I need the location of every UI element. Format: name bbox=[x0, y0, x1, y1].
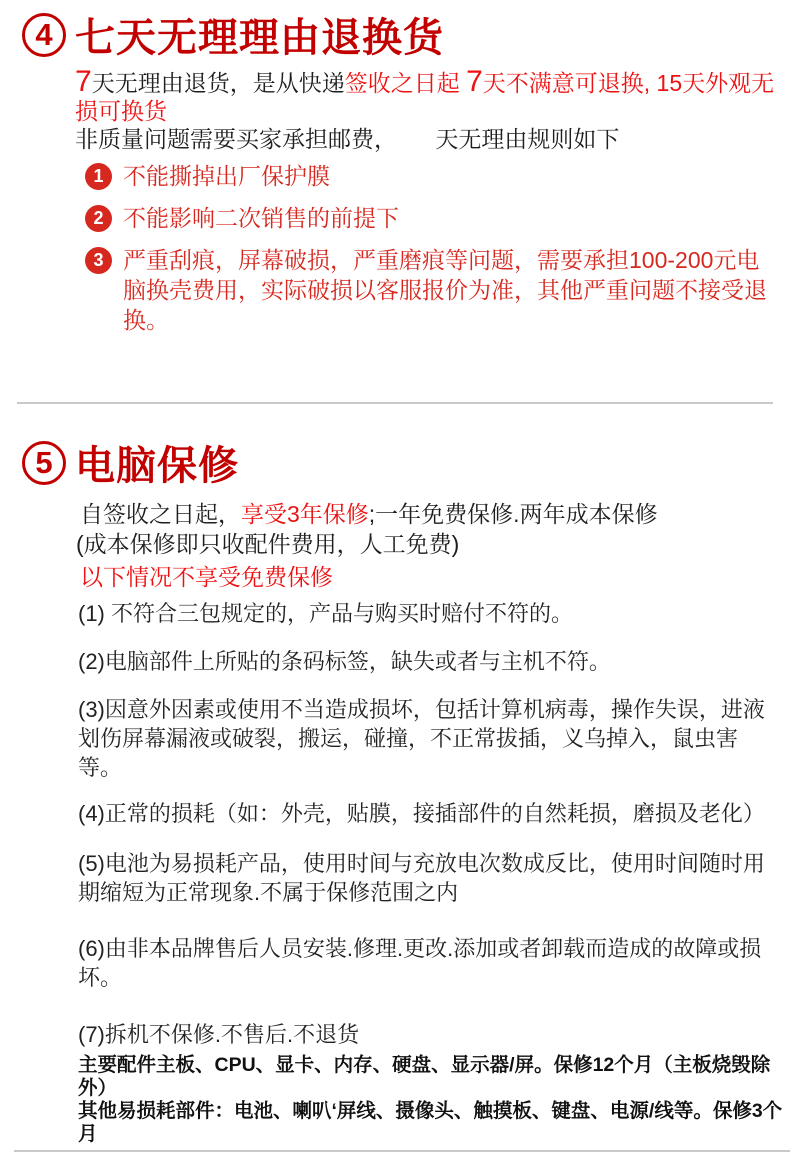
bullet-3-icon: 3 bbox=[85, 247, 112, 274]
warranty-exclusions-heading: 以下情况不享受免费保修 bbox=[80, 564, 333, 590]
intro-seg-signdate: 签收之日起 bbox=[344, 70, 467, 96]
circled-5-icon: 5 bbox=[22, 441, 66, 485]
bullet-2-icon: 2 bbox=[85, 205, 112, 232]
warranty-section bbox=[0, 434, 790, 1146]
return-policy-section bbox=[0, 0, 790, 335]
warranty-wear-parts: 其他易损耗部件：电池、喇叭‘屏线、摄像头、触摸板、键盘、电源/线等。保修3个月 bbox=[78, 1100, 783, 1145]
rule-text: 不能影响二次销售的前提下 bbox=[123, 205, 399, 231]
warranty-seg-3years: 享受3年保修 bbox=[241, 501, 369, 527]
bullet-1-icon: 1 bbox=[85, 163, 112, 190]
return-policy-rules-list bbox=[0, 161, 790, 335]
rule-text: 严重刮痕，屏幕破损，严重磨痕等问题，需要承担100-200元电脑换壳费用，实际破损以客服报价为准，其他严重问题不接受退换。 bbox=[123, 247, 767, 333]
intro-seg-red-tail: 天不满意可退换, 15天外观无损可换货 bbox=[75, 70, 775, 124]
warranty-title: 电脑保修 bbox=[75, 444, 239, 488]
warranty-summary-line bbox=[80, 499, 790, 529]
warranty-exclusions-list bbox=[0, 599, 790, 1049]
list-item bbox=[85, 161, 790, 191]
warranty-seg-detail: ;一年免费保修.两年成本保修 bbox=[368, 501, 658, 527]
warranty-header bbox=[0, 434, 790, 491]
warranty-cost-note: (成本保修即只收配件费用，人工免费) bbox=[76, 531, 460, 557]
intro-line2-postage: 非质量问题需要买家承担邮费， bbox=[75, 126, 397, 152]
warranty-seg-from-sign: 自签收之日起， bbox=[80, 501, 241, 527]
list-item: (2)电脑部件上所贴的条码标签，缺失或者与主机不符。 bbox=[78, 649, 611, 674]
rule-text: 不能撕掉出厂保护膜 bbox=[123, 163, 330, 189]
list-item: (1) 不符合三包规定的，产品与购买时赔付不符的。 bbox=[78, 601, 574, 626]
intro-line2-rules: 天无理由规则如下 bbox=[435, 126, 620, 152]
list-item: (5)电池为易损耗产品，使用时间与充放电次数成反比，使用时间随时用期缩短为正常现象.不属于保修范围之内 bbox=[78, 851, 765, 905]
list-item: (3)因意外因素或使用不当造成损坏，包括计算机病毒，操作失误，进液划伤屏幕漏液或破裂，搬运，碰撞，不正常拔插，义乌掉入，鼠虫害等。 bbox=[78, 697, 765, 780]
list-item: (6)由非本品牌售后人员安装.修理.更改.添加或者卸载而造成的故障或损坏。 bbox=[78, 936, 762, 990]
return-policy-header bbox=[0, 0, 790, 63]
warranty-parts-note bbox=[78, 1054, 783, 1146]
list-item: (7)拆机不保修.不售后.不退货 bbox=[78, 1022, 360, 1047]
list-item: (4)正常的损耗（如：外壳，贴膜，接插部件的自然耗损，磨损及老化） bbox=[78, 801, 765, 826]
return-policy-title: 七天无理理由退换货 bbox=[75, 16, 444, 60]
return-policy-intro bbox=[75, 67, 790, 153]
warranty-main-parts: 主要配件主板、CPU、显卡、内存、硬盘、显示器/屏。保修12个月（主板烧毁除外） bbox=[78, 1054, 771, 1099]
circled-4-icon: 4 bbox=[22, 13, 66, 57]
list-item bbox=[85, 245, 790, 335]
intro-seg-7days: 7 bbox=[75, 65, 92, 98]
intro-seg-black: 天无理由退货，是从快递 bbox=[91, 70, 345, 96]
intro-seg-7days-2: 7 bbox=[466, 65, 483, 98]
section-divider bbox=[17, 402, 773, 404]
list-item bbox=[85, 203, 790, 233]
